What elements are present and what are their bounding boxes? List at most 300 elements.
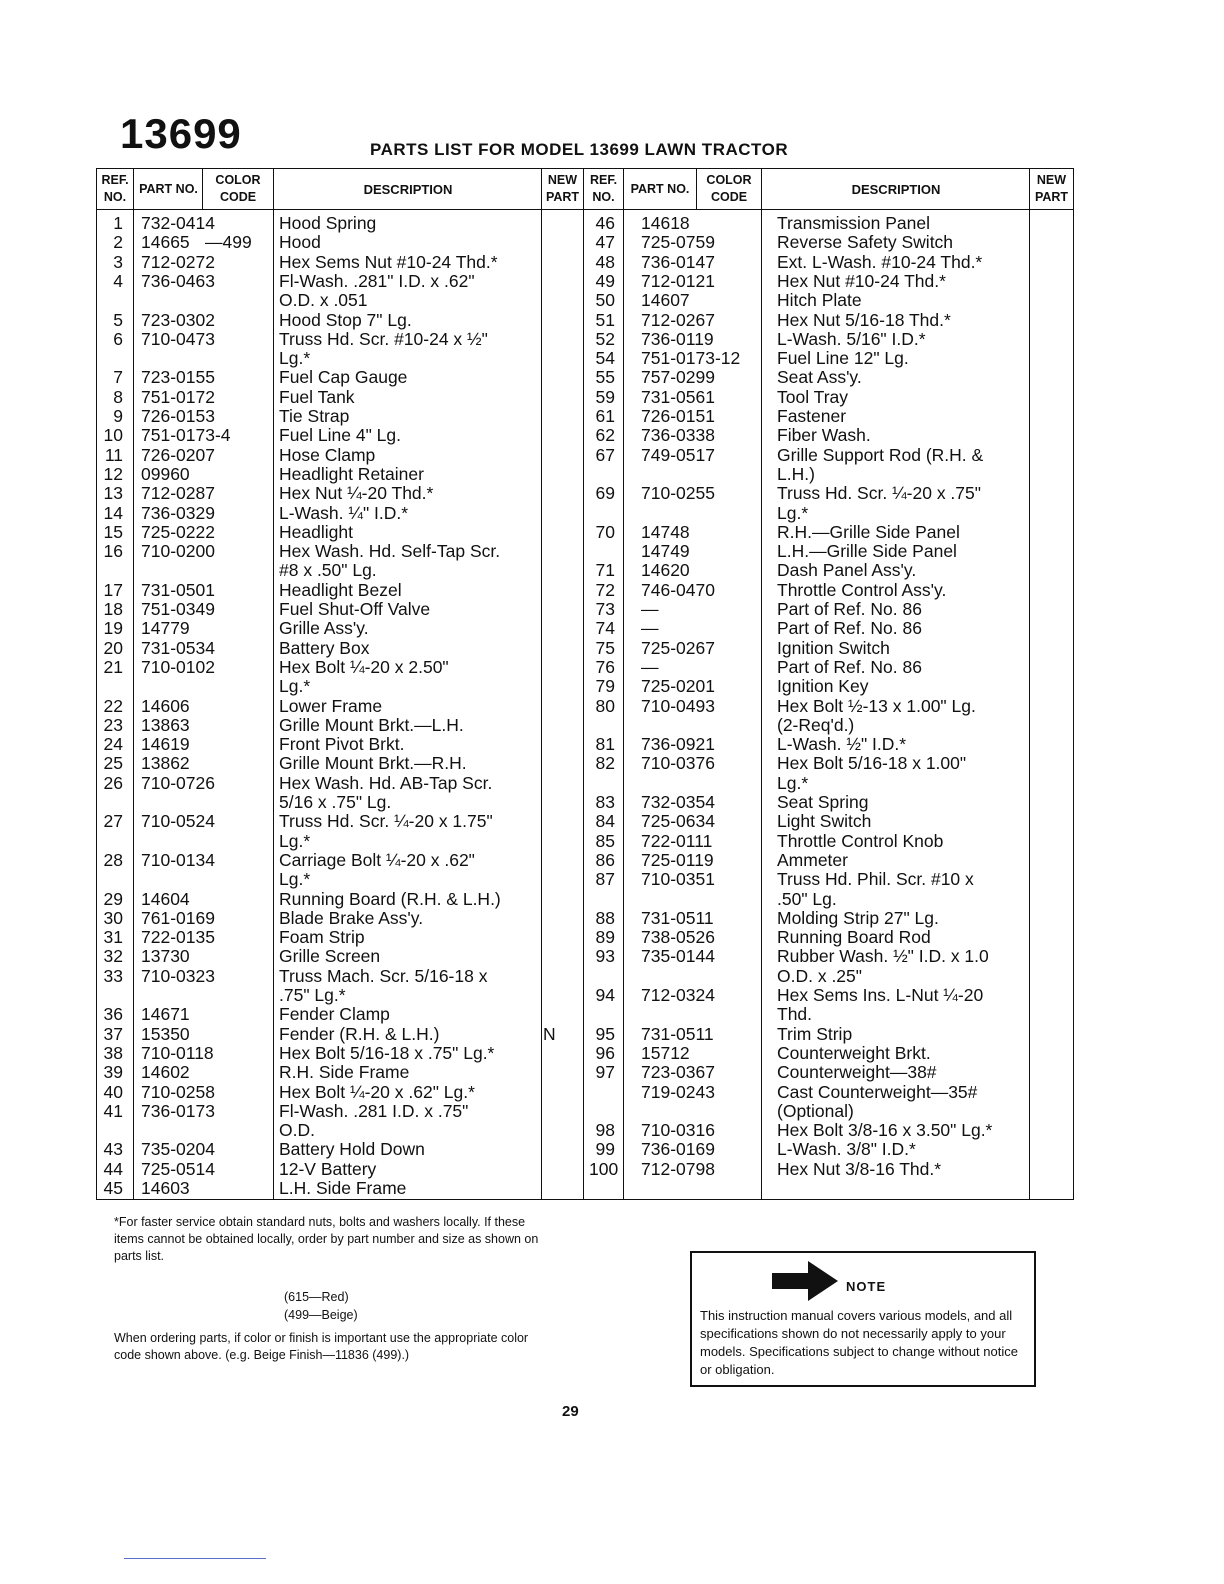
footer-rule — [124, 1558, 266, 1559]
ref-cell: 29 — [103, 888, 123, 909]
part-no-cell: 722-0135 — [141, 927, 215, 948]
header-color-code: COLOR CODE — [215, 173, 261, 204]
part-no-cell: 712-0267 — [641, 309, 715, 330]
color-code-beige: (499—Beige) — [284, 1308, 358, 1322]
table-row — [97, 1082, 1073, 1102]
ref-cell: 5 — [113, 309, 123, 330]
note-heading: NOTE — [846, 1279, 887, 1294]
ref-cell: 25 — [103, 753, 123, 774]
model-number: 13699 — [120, 110, 242, 157]
ref-cell: 12 — [103, 463, 123, 484]
part-no-cell: 13863 — [141, 714, 190, 735]
table-row — [97, 869, 1073, 889]
page-number: 29 — [562, 1403, 579, 1420]
table-row — [97, 966, 1073, 986]
part-no-cell: — — [641, 656, 659, 677]
ref-cell: 32 — [103, 946, 123, 967]
part-no-cell: 712-0121 — [641, 270, 715, 291]
part-no-cell: 710-0323 — [141, 965, 215, 986]
table-row — [97, 483, 1073, 503]
part-no-cell: 15350 — [141, 1023, 190, 1044]
header-new-part: NEW PART — [1034, 173, 1069, 204]
part-no-cell: 710-0376 — [641, 753, 715, 774]
part-no-cell: 751-0173-12 — [641, 348, 741, 369]
ref-cell: 17 — [103, 579, 123, 600]
part-no-cell: 725-0514 — [141, 1158, 215, 1179]
description-cell: Hex Sems Ins. L-Nut ¼-20 — [777, 985, 984, 1005]
table-row — [97, 946, 1073, 966]
description-cell: Fiber Wash. — [777, 425, 871, 446]
part-no-cell: 13730 — [141, 946, 190, 967]
arrow-icon — [768, 1259, 840, 1303]
ref-cell: 55 — [595, 367, 615, 388]
part-no-cell: 723-0367 — [641, 1062, 715, 1083]
ref-cell: 38 — [103, 1042, 123, 1063]
part-no-cell: 736-0169 — [641, 1139, 715, 1160]
part-no-cell: 736-0921 — [641, 734, 715, 755]
part-no-cell: 731-0534 — [141, 637, 215, 658]
table-row — [97, 1062, 1073, 1082]
description-cell: Hood — [279, 232, 321, 253]
description-cell: Headlight Bezel — [279, 579, 402, 600]
color-code-cell: —499 — [205, 232, 252, 253]
ref-cell: 48 — [595, 251, 615, 272]
part-no-cell: 726-0207 — [141, 444, 215, 465]
description-cell: Headlight — [279, 521, 353, 542]
part-no-cell: 722-0111 — [641, 830, 713, 851]
ref-cell: 96 — [595, 1042, 615, 1063]
part-no-cell: — — [641, 618, 659, 639]
part-no-cell: 712-0272 — [141, 251, 215, 272]
description-cell: Grille Support Rod (R.H. & — [777, 444, 984, 465]
table-row — [97, 290, 1073, 310]
ref-cell: 61 — [595, 406, 615, 426]
note-text: This instruction manual covers various models, and all specifications shown do not necessarily apply to your models. Specifications subject to change without notice or obligation. — [700, 1308, 1018, 1377]
description-cell: (Optional) — [777, 1100, 854, 1121]
description-cell: Running Board Rod — [777, 927, 931, 948]
ref-cell: 69 — [595, 483, 615, 504]
description-cell: Fl-Wash. .281" I.D. x .62" — [279, 270, 475, 291]
part-no-cell: 712-0798 — [641, 1158, 715, 1179]
description-cell: R.H. Side Frame — [279, 1062, 410, 1083]
part-no-cell: 736-0329 — [141, 502, 215, 523]
table-row — [97, 541, 1073, 561]
description-cell: Grille Mount Brkt.—L.H. — [279, 714, 464, 735]
description-cell: Hex Nut ¼-20 Thd.* — [279, 483, 434, 504]
part-no-cell: 725-0634 — [641, 811, 715, 832]
description-cell: Ammeter — [777, 849, 848, 870]
description-cell: Hood Spring — [279, 213, 377, 233]
description-cell: Hex Wash. Hd. AB-Tap Scr. — [279, 772, 493, 793]
header-new-part: NEW PART — [545, 173, 580, 204]
description-cell: Running Board (R.H. & L.H.) — [279, 888, 501, 909]
description-cell: Tie Strap — [279, 406, 350, 426]
part-no-cell: 736-0338 — [641, 425, 715, 446]
table-row — [97, 792, 1073, 812]
ref-cell: 23 — [103, 714, 123, 735]
ref-cell: 44 — [103, 1158, 123, 1179]
description-cell: Fuel Shut-Off Valve — [279, 599, 431, 619]
part-no-cell: 731-0561 — [641, 386, 715, 407]
ref-cell: 31 — [103, 927, 123, 948]
part-no-cell: 14671 — [141, 1004, 190, 1025]
description-cell: Seat Ass'y. — [777, 367, 862, 388]
description-cell: Fastener — [777, 406, 847, 426]
ref-cell: 100 — [589, 1158, 619, 1179]
table-row — [97, 1004, 1073, 1024]
ref-cell: 86 — [595, 849, 615, 870]
part-no-cell: 725-0201 — [641, 676, 715, 697]
part-no-cell: 719-0243 — [641, 1081, 715, 1102]
ref-cell: 28 — [103, 849, 123, 870]
ref-cell: 73 — [595, 599, 615, 619]
note-box — [690, 1251, 1036, 1387]
description-cell: Ignition Key — [777, 676, 869, 697]
description-cell: Counterweight—38# — [777, 1062, 937, 1083]
table-row — [97, 696, 1073, 716]
header-part-no: PART NO. — [139, 181, 198, 196]
table-row — [97, 715, 1073, 735]
ref-cell: 87 — [595, 869, 615, 890]
description-cell: Truss Hd. Scr. #10-24 x ½" — [279, 328, 488, 349]
part-no-cell: 735-0204 — [141, 1139, 215, 1160]
ref-cell: 2 — [113, 232, 123, 253]
parts-table — [96, 168, 1074, 1200]
part-no-cell: 710-0102 — [141, 656, 215, 677]
ref-cell: 40 — [103, 1081, 123, 1102]
part-no-cell: 14602 — [141, 1062, 190, 1083]
ref-cell: 67 — [595, 444, 615, 465]
description-cell: Truss Mach. Scr. 5/16-18 x — [279, 965, 488, 986]
ref-cell: 3 — [113, 251, 123, 272]
description-cell: Truss Hd. Phil. Scr. #10 x — [777, 869, 974, 890]
description-cell: Hex Nut 3/8-16 Thd.* — [777, 1158, 942, 1179]
description-cell: O.D. x .25" — [777, 965, 862, 986]
description-cell: Ext. L-Wash. #10-24 Thd.* — [777, 251, 983, 272]
description-cell: O.D. — [279, 1120, 315, 1141]
part-no-cell: 736-0119 — [641, 328, 714, 349]
description-cell: Hex Nut #10-24 Thd.* — [777, 270, 946, 291]
ref-cell: 4 — [113, 270, 123, 291]
description-cell: Fuel Line 4" Lg. — [279, 425, 401, 446]
description-cell: Lg.* — [279, 830, 311, 851]
ref-cell: 47 — [595, 232, 615, 253]
table-row — [97, 638, 1073, 658]
description-cell: Lg.* — [777, 502, 809, 523]
part-no-cell: 14618 — [641, 213, 690, 233]
part-no-cell: 723-0155 — [141, 367, 215, 388]
ref-cell: 99 — [595, 1139, 615, 1160]
table-row — [97, 1043, 1073, 1063]
part-no-cell: 710-0351 — [641, 869, 715, 890]
description-cell: Hex Bolt ½-13 x 1.00" Lg. — [777, 695, 976, 716]
header-ref-no: REF. NO. — [101, 173, 129, 204]
ref-cell: 98 — [595, 1120, 615, 1141]
table-row — [97, 618, 1073, 638]
table-row — [97, 367, 1073, 387]
part-no-cell: 14604 — [141, 888, 190, 909]
part-no-cell: 732-0414 — [141, 213, 215, 233]
table-row — [97, 889, 1073, 909]
description-cell: #8 x .50" Lg. — [279, 560, 377, 581]
part-no-cell: 731-0501 — [141, 579, 215, 600]
ref-cell: 45 — [103, 1178, 123, 1198]
description-cell: Hex Sems Nut #10-24 Thd.* — [279, 251, 498, 272]
part-no-cell: 725-0267 — [641, 637, 715, 658]
color-code-legend — [284, 1288, 358, 1324]
description-cell: Cast Counterweight—35# — [777, 1081, 978, 1102]
ref-cell: 37 — [103, 1023, 123, 1044]
header-description: DESCRIPTION — [363, 181, 453, 197]
ref-cell: 50 — [595, 290, 615, 311]
ref-cell: 49 — [595, 270, 615, 291]
table-row — [97, 676, 1073, 696]
ref-cell: 46 — [595, 213, 615, 233]
description-cell: Part of Ref. No. 86 — [777, 618, 922, 639]
header-color-code: COLOR CODE — [706, 173, 752, 204]
description-cell: Hex Bolt ¼-20 x 2.50" — [279, 656, 449, 677]
description-cell: L.H.—Grille Side Panel — [777, 541, 957, 562]
ref-cell: 84 — [595, 811, 615, 832]
ref-cell: 79 — [595, 676, 615, 697]
part-no-cell: 14779 — [141, 618, 190, 639]
part-no-cell: 751-0172 — [141, 386, 215, 407]
part-no-cell: 732-0354 — [641, 792, 715, 812]
part-no-cell: 09960 — [141, 463, 190, 484]
description-cell: L-Wash. ½" I.D.* — [777, 734, 907, 755]
part-no-cell: 14606 — [141, 695, 190, 716]
description-cell: Fuel Line 12" Lg. — [777, 348, 909, 369]
ref-cell: 51 — [595, 309, 615, 330]
ref-cell: 26 — [103, 772, 123, 793]
ref-cell: 18 — [103, 599, 123, 619]
table-row — [97, 1120, 1073, 1140]
table-row — [97, 232, 1073, 252]
table-row — [97, 811, 1073, 831]
ref-cell: 82 — [595, 753, 615, 774]
description-cell: L-Wash. 3/8" I.D.* — [777, 1139, 916, 1160]
ref-cell: 70 — [595, 521, 615, 542]
description-cell: Battery Box — [279, 637, 370, 658]
description-cell: Dash Panel Ass'y. — [777, 560, 917, 581]
ref-cell: 75 — [595, 637, 615, 658]
part-no-cell: 710-0473 — [141, 328, 215, 349]
ref-cell: 22 — [103, 695, 123, 716]
table-row — [97, 1139, 1073, 1159]
ref-cell: 24 — [103, 734, 123, 755]
description-cell: Transmission Panel — [777, 213, 931, 233]
description-cell: Hex Bolt 3/8-16 x 3.50" Lg.* — [777, 1120, 993, 1141]
header-rule — [97, 209, 1073, 210]
table-row — [97, 734, 1073, 754]
color-code-red: (615—Red) — [284, 1290, 349, 1304]
part-no-cell: 14603 — [141, 1178, 190, 1198]
ref-cell: 16 — [103, 541, 123, 562]
header-part-no: PART NO. — [630, 181, 690, 196]
ref-cell: 8 — [113, 386, 123, 407]
table-row — [97, 252, 1073, 272]
part-no-cell: 710-0493 — [641, 695, 715, 716]
description-cell: Blade Brake Ass'y. — [279, 907, 424, 928]
part-no-cell: 731-0511 — [641, 907, 714, 928]
description-cell: Fuel Tank — [279, 386, 355, 407]
part-no-cell: 14749 — [641, 541, 690, 562]
part-no-cell: 712-0287 — [141, 483, 215, 504]
description-cell: L-Wash. ¼" I.D.* — [279, 502, 409, 523]
description-cell: Tool Tray — [777, 386, 848, 407]
table-row — [97, 908, 1073, 928]
ref-cell: 39 — [103, 1062, 123, 1083]
description-cell: Carriage Bolt ¼-20 x .62" — [279, 849, 475, 870]
description-cell: Truss Hd. Scr. ¼-20 x 1.75" — [279, 811, 493, 832]
ordering-footnote: When ordering parts, if color or finish is important use the appropriate color code shown above. (e.g. Beige Finish—11836 (499).) — [114, 1331, 529, 1362]
description-cell: Thd. — [777, 1004, 813, 1025]
description-cell: Hitch Plate — [777, 290, 862, 311]
part-no-cell: 761-0169 — [141, 907, 215, 928]
table-row — [97, 850, 1073, 870]
new-part-cell: N — [543, 1023, 556, 1044]
ref-cell: 41 — [103, 1100, 123, 1121]
part-no-cell: 710-0200 — [141, 541, 215, 562]
description-cell: Counterweight Brkt. — [777, 1042, 931, 1063]
description-cell: Throttle Control Knob — [777, 830, 944, 851]
part-no-cell: 736-0173 — [141, 1100, 215, 1121]
table-row — [97, 927, 1073, 947]
ref-cell: 97 — [595, 1062, 615, 1083]
ref-cell: 33 — [103, 965, 123, 986]
table-row — [97, 560, 1073, 580]
table-row — [97, 464, 1073, 484]
ref-cell: 81 — [595, 734, 615, 755]
part-no-cell: 14619 — [141, 734, 190, 755]
table-row — [97, 271, 1073, 291]
ref-cell: 62 — [595, 425, 615, 446]
description-cell: Fuel Cap Gauge — [279, 367, 408, 388]
table-row — [97, 831, 1073, 851]
table-row — [97, 348, 1073, 368]
description-cell: Part of Ref. No. 86 — [777, 599, 922, 619]
part-no-cell: 726-0151 — [641, 406, 715, 426]
part-no-cell: 14748 — [641, 521, 690, 542]
description-cell: Grille Ass'y. — [279, 618, 369, 639]
table-row — [97, 310, 1073, 330]
description-cell: .50" Lg. — [777, 888, 837, 909]
part-no-cell: 751-0349 — [141, 599, 215, 619]
description-cell: Seat Spring — [777, 792, 869, 812]
description-cell: Reverse Safety Switch — [777, 232, 954, 253]
ref-cell: 88 — [595, 907, 615, 928]
header-ref-no: REF. NO. — [589, 173, 618, 204]
description-cell: Fl-Wash. .281 I.D. x .75" — [279, 1100, 469, 1121]
table-row — [97, 425, 1073, 445]
part-no-cell: 13862 — [141, 753, 190, 774]
description-cell: Foam Strip — [279, 927, 365, 948]
description-cell: Lower Frame — [279, 695, 383, 716]
ref-cell: 76 — [595, 656, 615, 677]
part-no-cell: 710-0726 — [141, 772, 215, 793]
part-no-cell: 710-0134 — [141, 849, 215, 870]
ref-cell: 54 — [595, 348, 615, 369]
part-no-cell: 749-0517 — [641, 444, 715, 465]
ref-cell: 93 — [595, 946, 615, 967]
description-cell: 12-V Battery — [279, 1158, 377, 1179]
description-cell: Battery Hold Down — [279, 1139, 425, 1160]
table-row — [97, 753, 1073, 773]
part-no-cell: 726-0153 — [141, 406, 215, 426]
description-cell: L-Wash. 5/16" I.D.* — [777, 328, 926, 349]
description-cell: (2-Req'd.) — [777, 714, 855, 735]
part-no-cell: 725-0222 — [141, 521, 215, 542]
description-cell: Fender Clamp — [279, 1004, 390, 1025]
table-row — [97, 503, 1073, 523]
part-no-cell: 725-0119 — [641, 849, 714, 870]
description-cell: Hex Bolt ¼-20 x .62" Lg.* — [279, 1081, 475, 1102]
part-no-cell: 14607 — [641, 290, 690, 311]
part-no-cell: 710-0255 — [641, 483, 715, 504]
table-row — [97, 329, 1073, 349]
description-cell: Trim Strip — [777, 1023, 853, 1044]
ref-cell: 11 — [104, 444, 123, 465]
description-cell: L.H. Side Frame — [279, 1178, 407, 1198]
part-no-cell: 738-0526 — [641, 927, 715, 948]
table-row — [97, 213, 1073, 233]
description-cell: O.D. x .051 — [279, 290, 368, 311]
description-cell: Lg.* — [279, 676, 311, 697]
description-cell: Front Pivot Brkt. — [279, 734, 405, 755]
table-row — [97, 1159, 1073, 1179]
ref-cell: 59 — [595, 386, 615, 407]
table-row — [97, 1178, 1073, 1198]
ref-cell: 7 — [113, 367, 123, 388]
description-cell: Molding Strip 27" Lg. — [777, 907, 939, 928]
ref-cell: 30 — [103, 907, 123, 928]
ref-cell: 80 — [595, 695, 615, 716]
ref-cell: 21 — [103, 656, 123, 677]
ref-cell: 36 — [103, 1004, 123, 1025]
ref-cell: 94 — [595, 985, 615, 1005]
description-cell: Part of Ref. No. 86 — [777, 656, 922, 677]
table-row — [97, 657, 1073, 677]
ref-cell: 89 — [595, 927, 615, 948]
table-row — [97, 445, 1073, 465]
table-row — [97, 1024, 1073, 1044]
description-cell: L.H.) — [777, 463, 815, 484]
description-cell: R.H.—Grille Side Panel — [777, 521, 960, 542]
ref-cell: 95 — [595, 1023, 615, 1044]
ref-cell: 19 — [103, 618, 123, 639]
description-cell: Hex Wash. Hd. Self-Tap Scr. — [279, 541, 501, 562]
table-row — [97, 1101, 1073, 1121]
page-title: PARTS LIST FOR MODEL 13699 LAWN TRACTOR — [370, 140, 789, 159]
description-cell: 5/16 x .75" Lg. — [279, 792, 392, 812]
ref-cell: 20 — [103, 637, 123, 658]
description-cell: Grille Mount Brkt.—R.H. — [279, 753, 467, 774]
part-no-cell: 757-0299 — [641, 367, 715, 388]
ref-cell: 9 — [113, 406, 123, 426]
ref-cell: 72 — [595, 579, 615, 600]
ref-cell: 85 — [595, 830, 615, 851]
description-cell: Light Switch — [777, 811, 872, 832]
part-no-cell: 710-0524 — [141, 811, 215, 832]
part-no-cell: 746-0470 — [641, 579, 715, 600]
description-cell: Grille Screen — [279, 946, 381, 967]
part-no-cell: 710-0118 — [141, 1042, 214, 1063]
part-no-cell: 15712 — [641, 1042, 690, 1063]
description-cell: Lg.* — [279, 869, 311, 890]
table-row — [97, 599, 1073, 619]
table-row — [97, 985, 1073, 1005]
description-cell: Hose Clamp — [279, 444, 376, 465]
